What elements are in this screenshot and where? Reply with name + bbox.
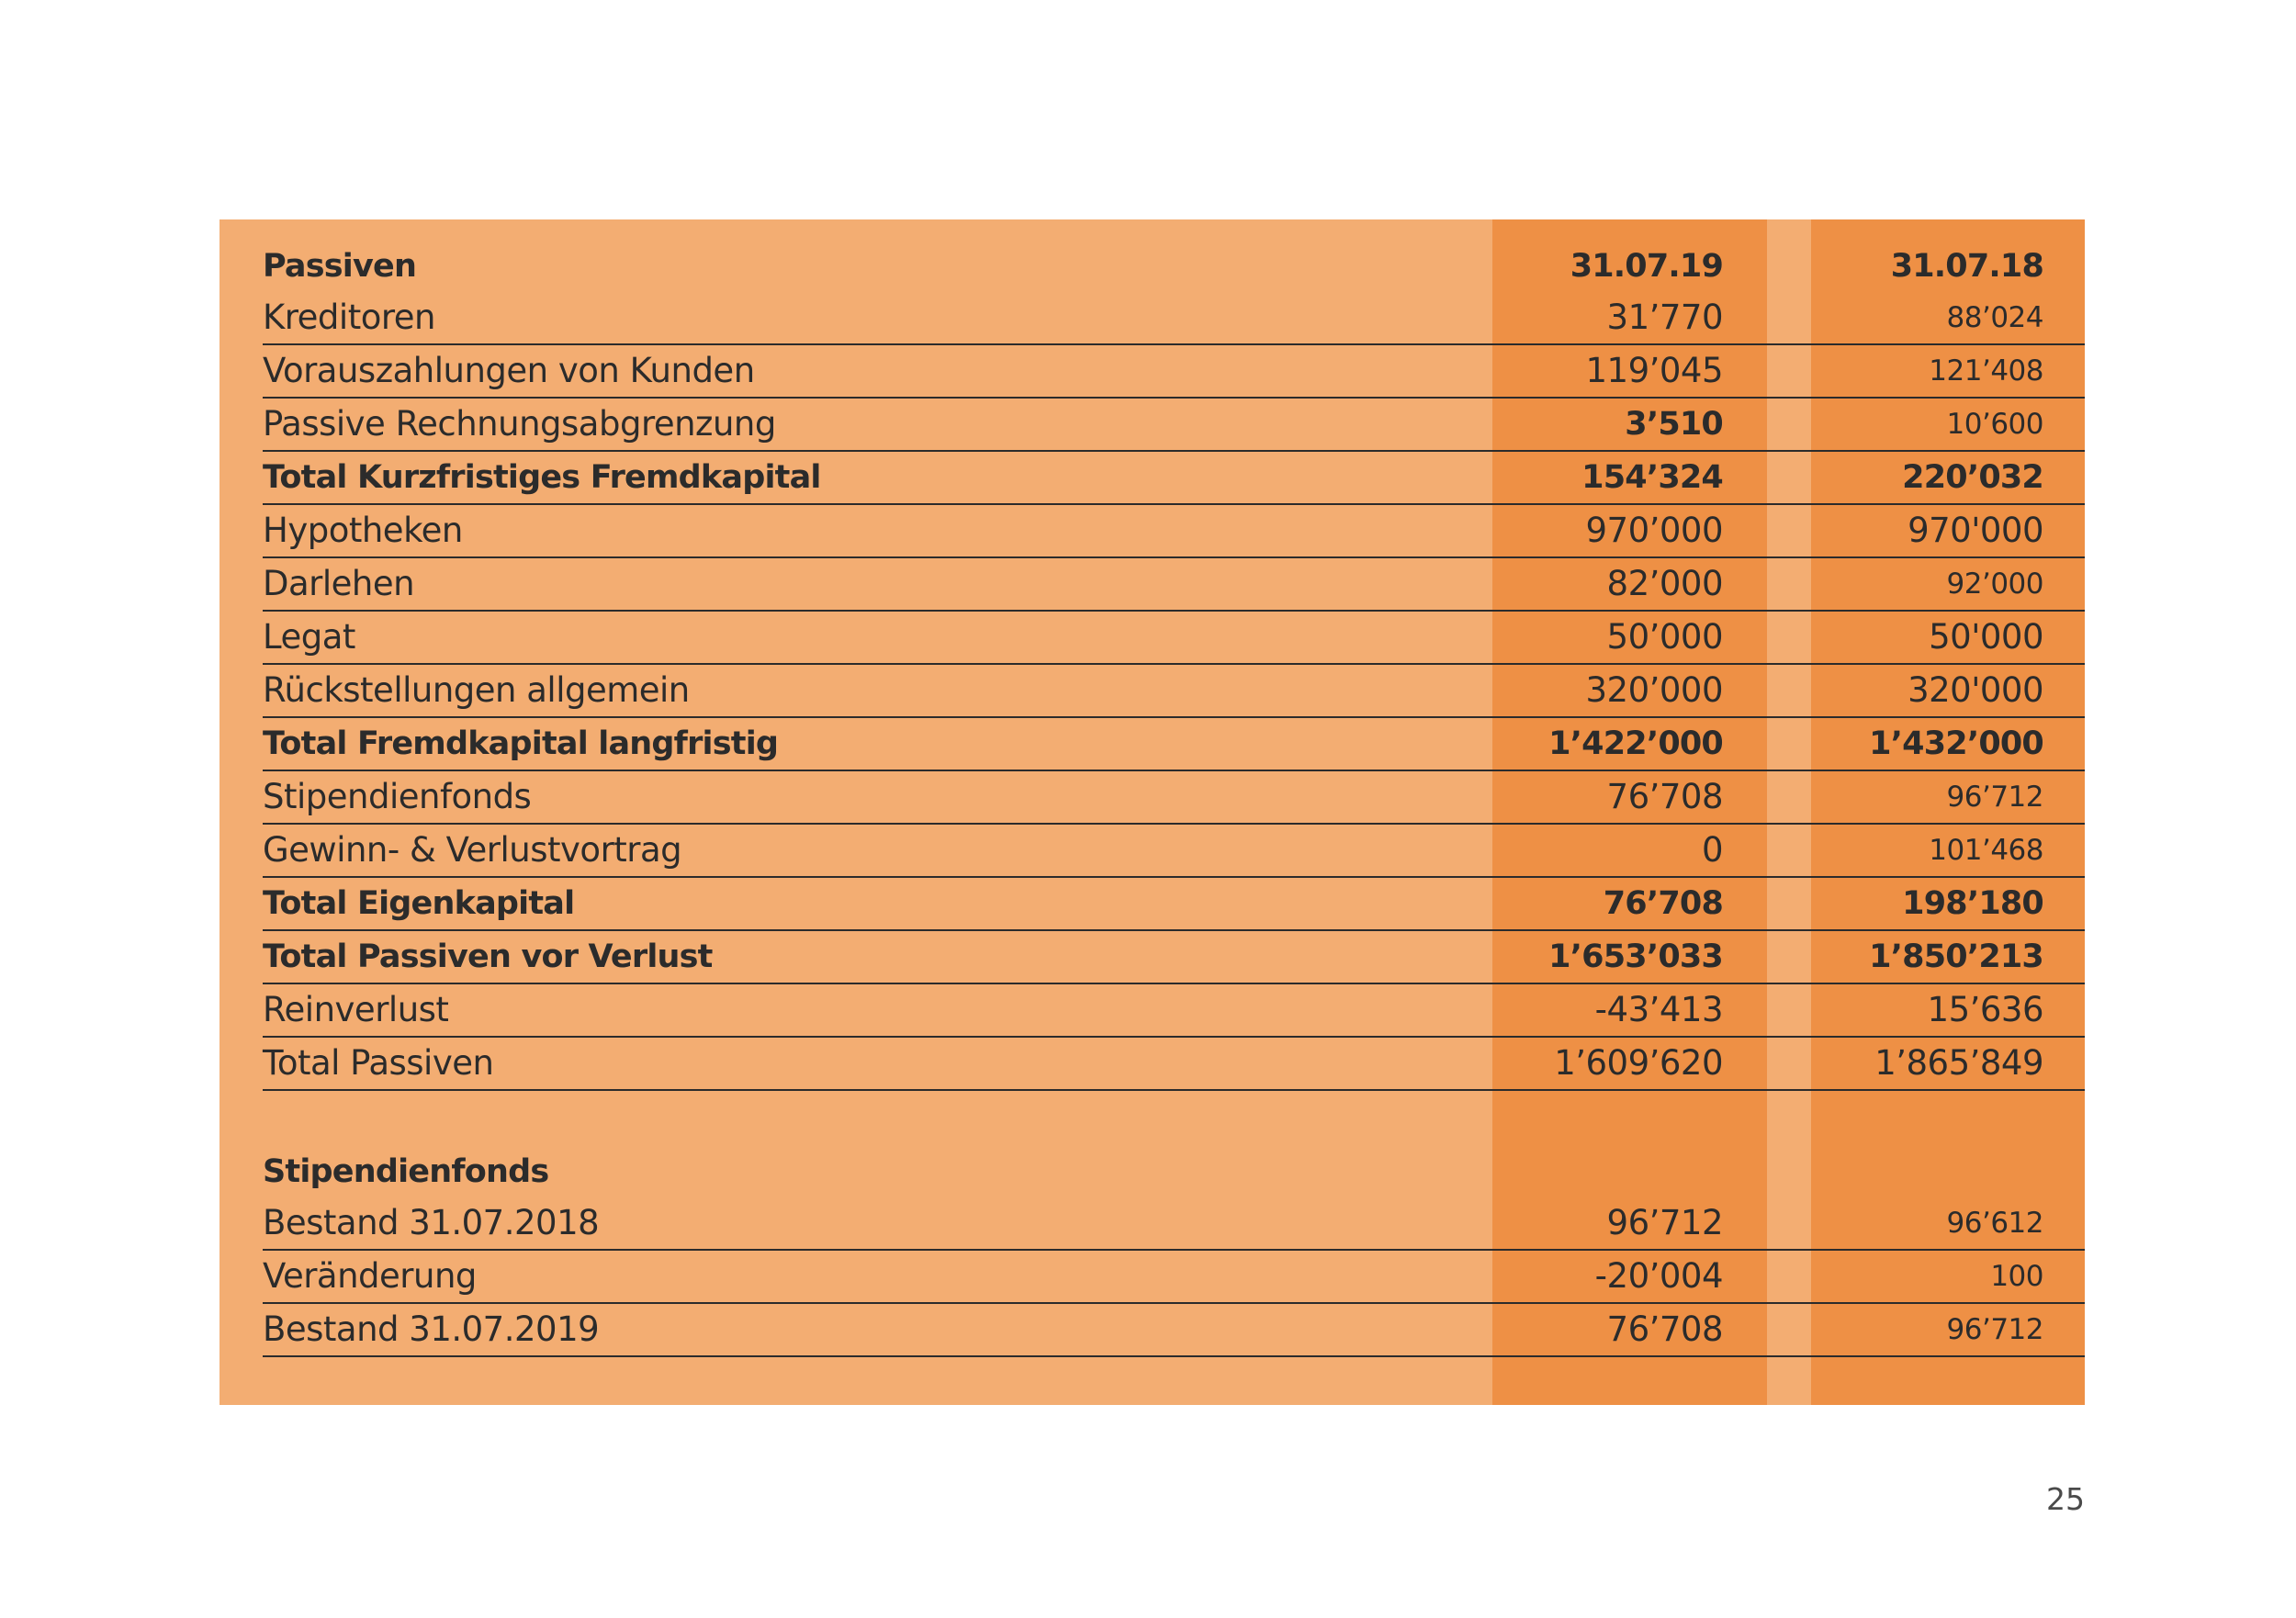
row-value-2018: 96’712 — [1946, 781, 2043, 814]
row-value-2018: 970'000 — [1908, 511, 2043, 550]
table-row-total — [263, 718, 2085, 771]
row-label: Total Fremdkapital langfristig — [263, 725, 779, 762]
row-value-2019: 31’770 — [1606, 298, 1723, 337]
row-value-2019: 3’510 — [1625, 406, 1723, 443]
header-col-2018: 31.07.18 — [1890, 248, 2043, 285]
row-label: Hypotheken — [263, 511, 463, 550]
table-row — [263, 399, 2085, 452]
table-row — [263, 771, 2085, 825]
row-value-2018: 92’000 — [1946, 567, 2043, 601]
row-value-2019: 76’708 — [1606, 777, 1723, 816]
balance-sheet-panel — [219, 219, 2085, 1405]
row-label: Bestand 31.07.2019 — [263, 1309, 600, 1349]
table-spacer — [263, 1091, 2085, 1144]
row-value-2018: 96’712 — [1946, 1313, 2043, 1346]
row-value-2018: 88’024 — [1946, 301, 2043, 334]
row-label: Vorauszahlungen von Kunden — [263, 351, 755, 390]
row-value-2019: 0 — [1701, 830, 1723, 870]
row-value-2019: 1’653’033 — [1548, 938, 1723, 975]
fund-section-title-row — [263, 1144, 2085, 1197]
table-row-total — [263, 931, 2085, 984]
row-value-2018: 15’636 — [1927, 990, 2043, 1029]
table-row — [263, 1251, 2085, 1304]
row-value-2019: 1’422’000 — [1548, 725, 1723, 762]
table-row — [263, 505, 2085, 558]
table-row — [263, 292, 2085, 345]
row-label: Total Passiven vor Verlust — [263, 938, 713, 975]
table-row — [263, 984, 2085, 1038]
row-value-2018: 1’865’849 — [1874, 1043, 2043, 1083]
table-row — [263, 612, 2085, 665]
header-label: Passiven — [263, 248, 417, 285]
row-value-2018: 198’180 — [1902, 885, 2043, 922]
row-value-2018: 100 — [1990, 1260, 2043, 1293]
row-value-2019: 82’000 — [1606, 564, 1723, 603]
row-value-2019: 76’708 — [1603, 885, 1723, 922]
liabilities-table — [263, 239, 2085, 1357]
table-row — [263, 1197, 2085, 1251]
row-label: Gewinn- & Verlustvortrag — [263, 830, 682, 870]
row-value-2018: 320'000 — [1908, 670, 2043, 710]
table-row-total — [263, 878, 2085, 931]
row-label: Stipendienfonds — [263, 777, 532, 816]
table-row — [263, 665, 2085, 718]
row-value-2018: 121’408 — [1929, 354, 2043, 388]
row-label: Reinverlust — [263, 990, 449, 1029]
row-value-2019: 1’609’620 — [1554, 1043, 1723, 1083]
row-label: Kreditoren — [263, 298, 435, 337]
row-value-2018: 1’432’000 — [1869, 725, 2043, 762]
row-label: Legat — [263, 617, 355, 657]
header-col-2019: 31.07.19 — [1570, 248, 1723, 285]
page-number: 25 — [2046, 1481, 2085, 1517]
row-label: Total Eigenkapital — [263, 885, 575, 922]
row-value-2018: 96’612 — [1946, 1207, 2043, 1240]
row-value-2019: 119’045 — [1585, 351, 1723, 390]
table-row — [263, 1304, 2085, 1357]
row-value-2019: 154’324 — [1581, 459, 1723, 496]
table-row-total — [263, 1038, 2085, 1091]
row-label: Bestand 31.07.2018 — [263, 1203, 600, 1242]
fund-section-title: Stipendienfonds — [263, 1153, 549, 1190]
row-label: Darlehen — [263, 564, 415, 603]
row-value-2019: 50’000 — [1606, 617, 1723, 657]
row-label: Total Passiven — [263, 1043, 494, 1083]
row-value-2019: -43’413 — [1594, 990, 1723, 1029]
row-value-2018: 10’600 — [1946, 408, 2043, 441]
table-row — [263, 345, 2085, 399]
row-label: Total Kurzfristiges Fremdkapital — [263, 459, 821, 496]
row-value-2018: 50'000 — [1929, 617, 2043, 657]
table-row-total — [263, 452, 2085, 505]
row-value-2018: 220’032 — [1902, 459, 2043, 496]
row-value-2019: 96’712 — [1606, 1203, 1723, 1242]
row-label: Veränderung — [263, 1256, 477, 1296]
row-value-2019: 970’000 — [1585, 511, 1723, 550]
row-value-2019: 76’708 — [1606, 1309, 1723, 1349]
table-row — [263, 825, 2085, 878]
row-value-2019: 320’000 — [1585, 670, 1723, 710]
row-value-2018: 1’850’213 — [1869, 938, 2043, 975]
row-label: Rückstellungen allgemein — [263, 670, 690, 710]
table-header-row — [263, 239, 2085, 292]
table-row — [263, 558, 2085, 612]
row-value-2018: 101’468 — [1929, 834, 2043, 867]
row-label: Passive Rechnungsabgrenzung — [263, 404, 776, 444]
row-value-2019: -20’004 — [1594, 1256, 1723, 1296]
